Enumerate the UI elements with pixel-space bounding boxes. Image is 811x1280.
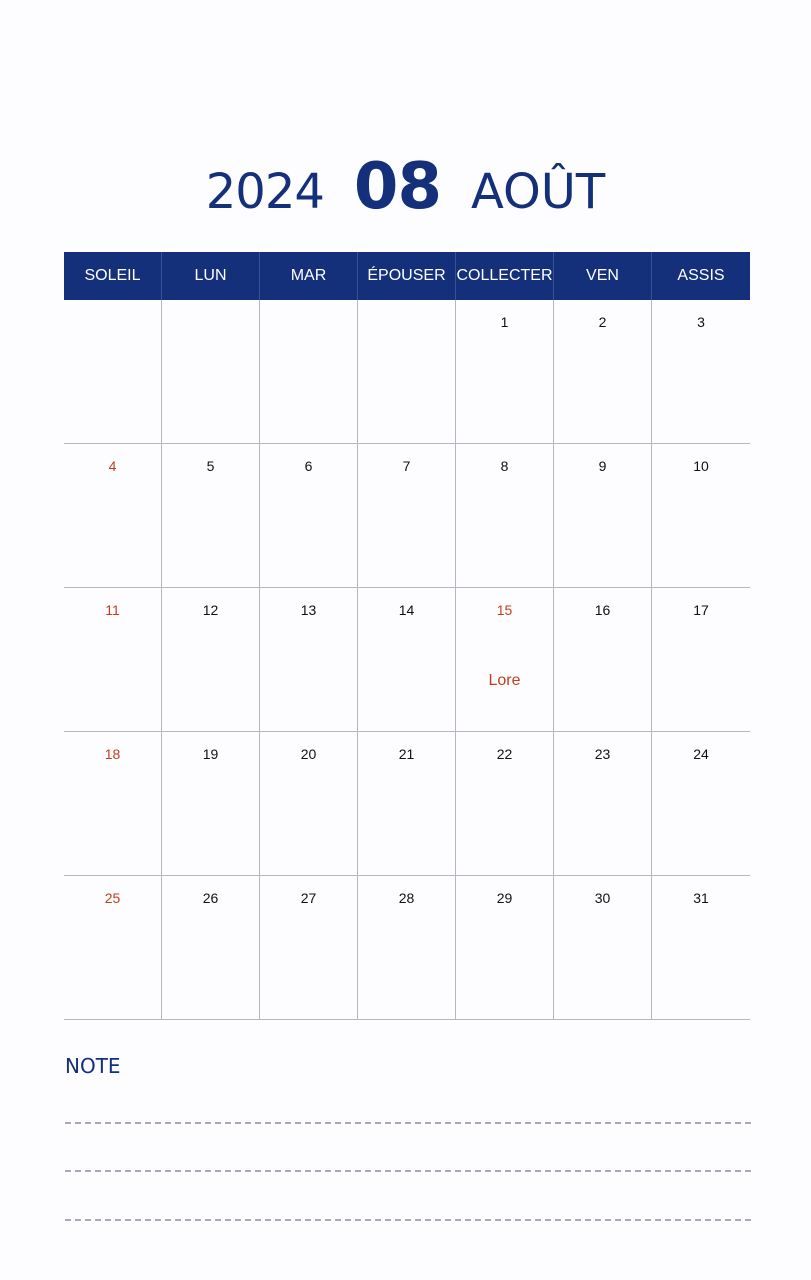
day-cell[interactable] xyxy=(456,444,554,587)
day-number: 29 xyxy=(496,890,513,906)
day-cell[interactable] xyxy=(358,732,456,875)
day-number: 6 xyxy=(304,458,313,474)
day-number: 30 xyxy=(594,890,611,906)
day-number: 31 xyxy=(693,890,709,906)
day-number: 5 xyxy=(206,458,215,474)
note-line[interactable] xyxy=(65,1122,751,1124)
day-number: 22 xyxy=(496,746,513,762)
day-number: 4 xyxy=(108,458,117,474)
year-label: 2024 xyxy=(205,164,324,220)
note-label: NOTE xyxy=(65,1054,121,1078)
day-number: 13 xyxy=(300,602,317,618)
day-cell[interactable] xyxy=(162,876,260,1019)
day-cell[interactable] xyxy=(652,300,750,443)
day-cell[interactable] xyxy=(652,732,750,875)
weekday-header-thu: COLLECTER xyxy=(456,252,554,300)
day-cell[interactable] xyxy=(652,444,750,587)
note-line[interactable] xyxy=(65,1219,751,1221)
note-line[interactable] xyxy=(65,1170,751,1172)
weekday-header-sun: SOLEIL xyxy=(64,252,162,300)
day-number: 21 xyxy=(398,746,415,762)
day-number: 25 xyxy=(104,890,121,906)
day-cell[interactable] xyxy=(358,876,456,1019)
day-number: 28 xyxy=(398,890,415,906)
weeks-container xyxy=(64,300,750,1020)
day-event: Lore xyxy=(488,672,521,689)
day-number: 3 xyxy=(697,314,705,330)
day-cell[interactable] xyxy=(64,588,162,731)
day-cell[interactable] xyxy=(554,444,652,587)
day-cell[interactable] xyxy=(554,300,652,443)
week-row xyxy=(64,588,750,732)
calendar-grid xyxy=(64,252,750,1020)
empty-day-cell xyxy=(64,300,162,443)
weekday-header-sat: ASSIS xyxy=(677,267,725,284)
day-cell[interactable] xyxy=(554,588,652,731)
day-number: 11 xyxy=(105,602,120,618)
day-cell[interactable] xyxy=(162,444,260,587)
weekday-header-fri: VEN xyxy=(554,252,652,300)
day-number: 16 xyxy=(594,602,611,618)
day-number: 19 xyxy=(202,746,219,762)
weekday-header-row xyxy=(64,252,750,300)
week-row xyxy=(64,876,750,1020)
day-number: 15 xyxy=(496,602,513,618)
day-cell[interactable] xyxy=(260,444,358,587)
weekday-header-wed: ÉPOUSER xyxy=(358,252,456,300)
day-cell[interactable] xyxy=(456,732,554,875)
day-number: 24 xyxy=(693,746,709,762)
week-row xyxy=(64,444,750,588)
day-number: 9 xyxy=(598,458,607,474)
day-cell[interactable] xyxy=(554,876,652,1019)
month-number: 08 xyxy=(353,150,441,224)
day-number: 1 xyxy=(500,314,509,330)
day-number: 18 xyxy=(104,746,121,762)
day-number: 27 xyxy=(300,890,317,906)
weekday-header-tue: MAR xyxy=(260,252,358,300)
day-cell[interactable] xyxy=(64,444,162,587)
day-number: 20 xyxy=(300,746,317,762)
day-number: 7 xyxy=(402,458,411,474)
day-cell[interactable] xyxy=(260,732,358,875)
day-number: 23 xyxy=(594,746,611,762)
day-cell[interactable] xyxy=(652,876,750,1019)
weekday-header-mon: LUN xyxy=(162,252,260,300)
day-cell[interactable] xyxy=(456,300,554,443)
day-cell[interactable] xyxy=(64,876,162,1019)
day-cell[interactable] xyxy=(162,732,260,875)
day-number: 12 xyxy=(202,602,219,618)
day-cell[interactable] xyxy=(260,876,358,1019)
day-number: 2 xyxy=(598,314,607,330)
month-name: AOÛT xyxy=(470,164,606,220)
day-cell[interactable] xyxy=(652,588,750,731)
day-number: 10 xyxy=(693,458,709,474)
day-cell[interactable] xyxy=(554,732,652,875)
day-cell[interactable] xyxy=(64,732,162,875)
day-number: 17 xyxy=(693,602,709,618)
day-cell[interactable] xyxy=(456,876,554,1019)
day-number: 8 xyxy=(500,458,509,474)
week-row xyxy=(64,300,750,444)
day-cell[interactable] xyxy=(260,588,358,731)
day-cell[interactable] xyxy=(358,588,456,731)
day-number: 26 xyxy=(202,890,219,906)
day-cell[interactable] xyxy=(358,444,456,587)
day-cell[interactable] xyxy=(456,588,554,731)
empty-day-cell xyxy=(358,300,456,443)
empty-day-cell xyxy=(162,300,260,443)
day-cell[interactable] xyxy=(162,588,260,731)
empty-day-cell xyxy=(260,300,358,443)
day-number: 14 xyxy=(398,602,415,618)
week-row xyxy=(64,732,750,876)
calendar-title xyxy=(0,150,811,230)
